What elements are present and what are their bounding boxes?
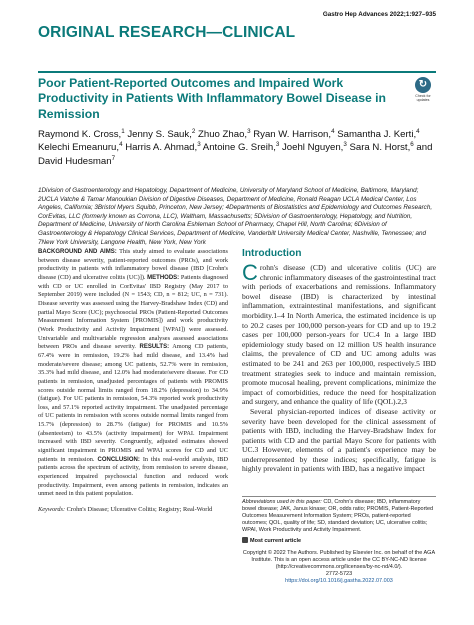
author-affiliation-marker: 7 <box>111 154 116 162</box>
article-title: Poor Patient-Reported Outcomes and Impaired Work Productivity in Patients With Inflammatory Bowel Disease in Remission <box>38 76 386 121</box>
methods-label: METHODS: <box>147 274 180 281</box>
background-text: This study aimed to evaluate associations between disease severity, patient-reported outcomes (PROs), and work productivity in patients with inflammatory bowel disease (IBD [Crohn's disease (CD) and ulcerative colitis (UC)]). <box>38 248 228 281</box>
author-name: Antoine G. Sreih, <box>202 142 276 154</box>
author-affiliation-marker: 2 <box>191 127 196 135</box>
keywords-text: Crohn's Disease; Ulcerative Colitis; Registry; Real-World <box>66 506 213 514</box>
author-name: Raymond K. Cross, <box>38 129 122 140</box>
author-name: Joehl Nguyen, <box>282 142 344 154</box>
introduction-body <box>242 260 436 474</box>
section-label: ORIGINAL RESEARCH—CLINICAL <box>38 24 296 41</box>
check-updates-icon: ↻ <box>415 77 431 93</box>
check-for-updates-button[interactable] <box>413 77 433 105</box>
issn: 2772-5723 <box>325 571 353 577</box>
conclusion-label: CONCLUSION: <box>97 456 140 463</box>
results-label: RESULTS: <box>139 344 170 351</box>
author-name: Sara N. Horst, <box>349 142 411 154</box>
keywords-label: Keywords: <box>38 506 66 514</box>
author-name: Samantha J. Kerti, <box>337 129 417 140</box>
copyright-text: Copyright © 2022 The Authors. Published by Elsevier Inc. on behalf of the AGA Institute. This is an open access article under the CC BY-NC-ND license (http://creativecommons.org/licenses/by-nc-nd/4.0/). <box>242 550 436 570</box>
abbreviations-text: CD, Crohn's disease; IBD, inflammatory bowel disease; JAK, Janus kinase; OR, odds ratio; PROMIS, Patient-Reported Outcomes Measurement Information System; PROs, patient-reported outcomes; QOL, quality of life; SD, standard deviation; UC, ulcerative colitis; WPAI, Work Productivity and Activity Impairment. <box>242 499 434 533</box>
title-rule <box>38 71 436 73</box>
abstract-column <box>38 248 228 515</box>
journal-reference: Gastro Hep Advances 2022;1:927–935 <box>322 11 436 18</box>
conclusion-text: In this real-world analysis, IBD patients across the spectrum of activity, from remission to severe disease, experienced impaired psychosocial function and reduced work productivity. Impairment, even among patients in remission, indicates an unmet need in this patient population. <box>38 455 228 498</box>
author-affiliation-marker: 4 <box>416 127 420 135</box>
author-affiliation-marker: 3 <box>197 141 201 149</box>
author-name: Harris A. Ahmad, <box>125 142 198 154</box>
introduction-para1-text: rohn's disease (CD) and ulcerative colitis (UC) are chronic inflammatory diseases of the gastrointestinal tract with periods of exacerbations and remissions. Inflammatory bowel disease (IBD) is characterized by intestinal inflammation, extraintestinal manifestations, and significant morbidity.1–4 In North America, the estimated incidence is up to 20.2 cases per 100,000 person-years for CD and up to 19.2 cases per 100,000 person-years for UC.4 In a large IBD epidemiology study based on 12 million US health insurance claims, the prevalence of CD and UC among adults was estimated to be 241 and 263 per 100,000, respectively.5 IBD treatment strategies seek to induce and maintain remission, promote mucosal healing, prevent complications, minimize the impact of comorbidities, reduce the need for hospitalization and surgery, and enhance the quality of life (QOL).2,3 <box>242 263 436 407</box>
author-affiliation-marker: 3 <box>275 141 280 149</box>
most-current-label: Most current article <box>250 538 302 544</box>
check-updates-label: Check for updates <box>415 94 431 102</box>
most-current-icon <box>242 537 248 543</box>
introduction-column <box>242 248 436 474</box>
author-name: Kelechi Emeanuru, <box>38 142 120 154</box>
author-name: and David Hudesman <box>38 142 433 167</box>
author-name: Ryan W. Harrison, <box>253 129 332 140</box>
methods-text: Patients diagnosed with CD or UC enrolled in CorEvitas' IBD Registry (May 2017 to September 2019) were included (N = 1543; CD, n = 812; UC, n = 731). Disease severity was assessed using the Harvey-Bradshaw Index (CD) and partial Mayo Score (UC); psychosocial PROs (Patient-Reported Outcomes Measurement Information System [PROMIS]) and work productivity (Work Productivity and Activity Impairment [WPAI]) were assessed. Univariable and multivariable regression analyses assessed associations between PROs and disease severity. <box>38 273 228 351</box>
author-affiliation-marker: 4 <box>331 127 335 135</box>
author-name: Zhuo Zhao, <box>198 129 248 140</box>
most-current-link[interactable] <box>242 537 301 544</box>
results-text: Among CD patients, 67.4% were in remission, 19.2% had mild disease, and 13.4% had moderate/severe disease; among UC patients, 52.7% were in remission, 35.3% had mild disease, and 12.0% had moderate/severe disease. For CD patients in remission, unadjusted percentages of patients with PROMIS scores outside normal limits ranged from 18.2% (depression) to 34.9% (fatigue). For UC patients in remission, 54.3% reported work productivity loss, and 57.1% reported activity impairment. The unadjusted percentage of UC patients in remission with scores outside normal limits ranged from 15.7% (depression) to 28.7% (fatigue) for PROMIS and 10.5% (absenteeism) to 43.5% (activity impairment) for WPAI. Impairment increased with IBD severity. Congruently, adjusted estimates showed significant impairment in PROMIS and WPAI scores for CD and UC patients in remission. <box>38 343 229 463</box>
background-label: BACKGROUND AND AIMS: <box>38 249 117 255</box>
abstract-text <box>38 248 228 499</box>
introduction-paragraph-2: Several physician-reported indices of disease activity or severity have been developed for the clinical assessment of patients with IBD, including the Harvey-Bradshaw Index for patients with CD and the partial Mayo Score for patients with UC.3 However, elements of a patient's experience may be underrepresented by these indices; specifically, fatigue is highly prevalent in patients with IBD, has a negative impact <box>242 406 436 474</box>
author-affiliation-marker: 1 <box>121 127 125 135</box>
author-list <box>38 128 436 168</box>
author-affiliation-marker: 4 <box>119 141 123 149</box>
footnote-rule <box>242 496 436 497</box>
introduction-paragraph-1 <box>242 260 436 407</box>
introduction-heading: Introduction <box>242 248 302 259</box>
abbreviations <box>242 499 436 534</box>
author-name: Jenny S. Sauk, <box>127 129 192 140</box>
abbreviations-label: Abbreviations used in this paper: <box>242 499 322 505</box>
drop-cap: C <box>242 260 258 285</box>
keywords <box>38 506 228 515</box>
author-affiliation-marker: 3 <box>247 127 251 135</box>
author-affiliation-marker: 6 <box>410 141 414 149</box>
author-affiliation-marker: 3 <box>343 141 347 149</box>
affiliations: 1Division of Gastroenterology and Hepatology, Department of Medicine, University of Maryland School of Medicine, Baltimore, Maryland; 2UCLA Vatche & Tamar Manoukian Division of Digestive Diseases, Department of Medicine, Ronald Reagan UCLA Medical Center, Los Angeles, California; 3Bristol Myers Squibb, Princeton, New Jersey; 4Departments of Biostatistics and Epidemiology and Outcomes Research, CorEvitas, LLC (formerly known as Corrona, LLC), Waltham, Massachusetts; 5Division of Gastroenterology, Hepatology, and Nutrition, Department of Medicine, University of North Carolina Eshleman School of Pharmacy, Chapel Hill, North Carolina; 6Division of Gastroenterology & Hepatology Clinical Services, Department of Medicine, Vanderbilt University Medical Center, Nashville, Tennessee; and 7New York University, Langone Health, New York, New York <box>38 187 433 246</box>
doi-link[interactable]: https://doi.org/10.1016/j.gastha.2022.07.003 <box>285 578 393 584</box>
copyright-block <box>242 550 436 585</box>
